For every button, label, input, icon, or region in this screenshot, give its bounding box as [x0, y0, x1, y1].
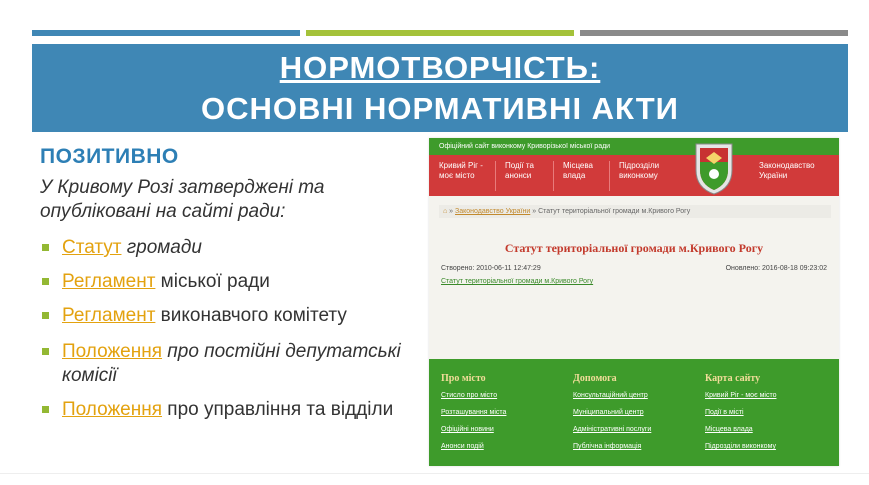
city-crest-icon	[692, 140, 736, 196]
executive-regulation-link[interactable]: Регламент	[62, 305, 156, 326]
breadcrumb	[439, 205, 831, 218]
website-screenshot	[429, 138, 839, 466]
intro-text: У Кривому Розі затверджені та опубліковані на сайті ради:	[40, 177, 325, 222]
site-top-bar: Офіційний сайт виконкому Криворізької міської ради	[429, 138, 839, 155]
footer-column	[705, 373, 776, 460]
breadcrumb-current: Статут територіальної громади м.Кривого Рогу	[538, 208, 691, 215]
updated-date: Оновлено: 2016-08-18 09:23:02	[725, 265, 827, 272]
footer-link[interactable]: Адміністративні послуги	[573, 426, 652, 433]
footer-link[interactable]: Кривий Ріг - моє місто	[705, 392, 777, 399]
nav-divider	[495, 161, 496, 191]
breadcrumb-link[interactable]: Законодавство України	[455, 208, 531, 215]
council-regulation-link[interactable]: Регламент	[62, 271, 156, 292]
breadcrumb-separator: »	[530, 208, 539, 215]
site-footer	[429, 359, 839, 466]
footer-heading: Карта сайту	[705, 373, 761, 384]
bullet-text: виконавчого комітету	[155, 305, 347, 326]
accent-bar-gray	[580, 30, 848, 36]
footer-link[interactable]: Стисло про місто	[441, 392, 498, 399]
site-nav	[429, 155, 839, 196]
bullet-text: про управління та відділи	[162, 399, 394, 420]
footer-column	[441, 373, 506, 460]
accent-bar-blue	[32, 30, 300, 36]
footer-link[interactable]: Публічна інформація	[573, 443, 642, 450]
bullet-marker	[42, 244, 49, 251]
bullet-text: про постійні депутатські комісії	[62, 341, 401, 386]
nav-item-authority[interactable]: Місцева влада	[563, 161, 593, 180]
footer-heading: Допомога	[573, 373, 617, 384]
home-icon[interactable]: ⌂	[443, 208, 448, 215]
page-title: Статут територіальної громади м.Кривого Рогу	[504, 241, 764, 255]
footer-heading: Про місто	[441, 373, 486, 384]
bullet-text: міської ради	[155, 271, 270, 292]
footer-link[interactable]: Анонси подій	[441, 443, 484, 450]
section-heading: ПОЗИТИВНО	[40, 145, 179, 168]
title-line-1: НОРМОТВОРЧІСТЬ:	[279, 50, 601, 85]
nav-item-legislation[interactable]: Законодавство України	[759, 161, 815, 180]
nav-item-units[interactable]: Підрозділи виконкому	[619, 161, 660, 180]
footer-link[interactable]: Події в місті	[705, 409, 744, 416]
footer-link[interactable]: Місцева влада	[705, 426, 753, 433]
accent-bar-green	[306, 30, 574, 36]
bullet-marker	[42, 348, 49, 355]
bullet-text: громади	[121, 237, 202, 258]
nav-item-events[interactable]: Події та анонси	[505, 161, 534, 180]
commissions-provision-link[interactable]: Положення	[62, 341, 163, 362]
footer-link[interactable]: Офіційні новини	[441, 426, 494, 433]
nav-divider	[553, 161, 554, 191]
top-accent-bars	[32, 30, 848, 36]
footer-link[interactable]: Підрозділи виконкому	[705, 443, 776, 450]
footer-column	[573, 373, 651, 460]
departments-provision-link[interactable]: Положення	[62, 399, 163, 420]
statute-link[interactable]: Статут	[62, 237, 122, 258]
nav-item-city[interactable]: Кривий Ріг - моє місто	[439, 161, 483, 180]
title-line-2: ОСНОВНІ НОРМАТИВНІ АКТИ	[201, 91, 679, 126]
created-date: Створено: 2010-06-11 12:47:29	[441, 265, 541, 272]
footer-link[interactable]: Розташування міста	[441, 409, 507, 416]
breadcrumb-separator: »	[447, 208, 456, 215]
bullet-marker	[42, 278, 49, 285]
bullet-marker	[42, 312, 49, 319]
footer-link[interactable]: Муніципальний центр	[573, 409, 644, 416]
bottom-divider	[0, 473, 869, 474]
bullet-marker	[42, 406, 49, 413]
nav-divider	[609, 161, 610, 191]
slide-title	[32, 44, 848, 132]
footer-link[interactable]: Консультаційний центр	[573, 392, 648, 399]
document-link[interactable]: Статут територіальної громади м.Кривого Рогу	[441, 278, 594, 285]
